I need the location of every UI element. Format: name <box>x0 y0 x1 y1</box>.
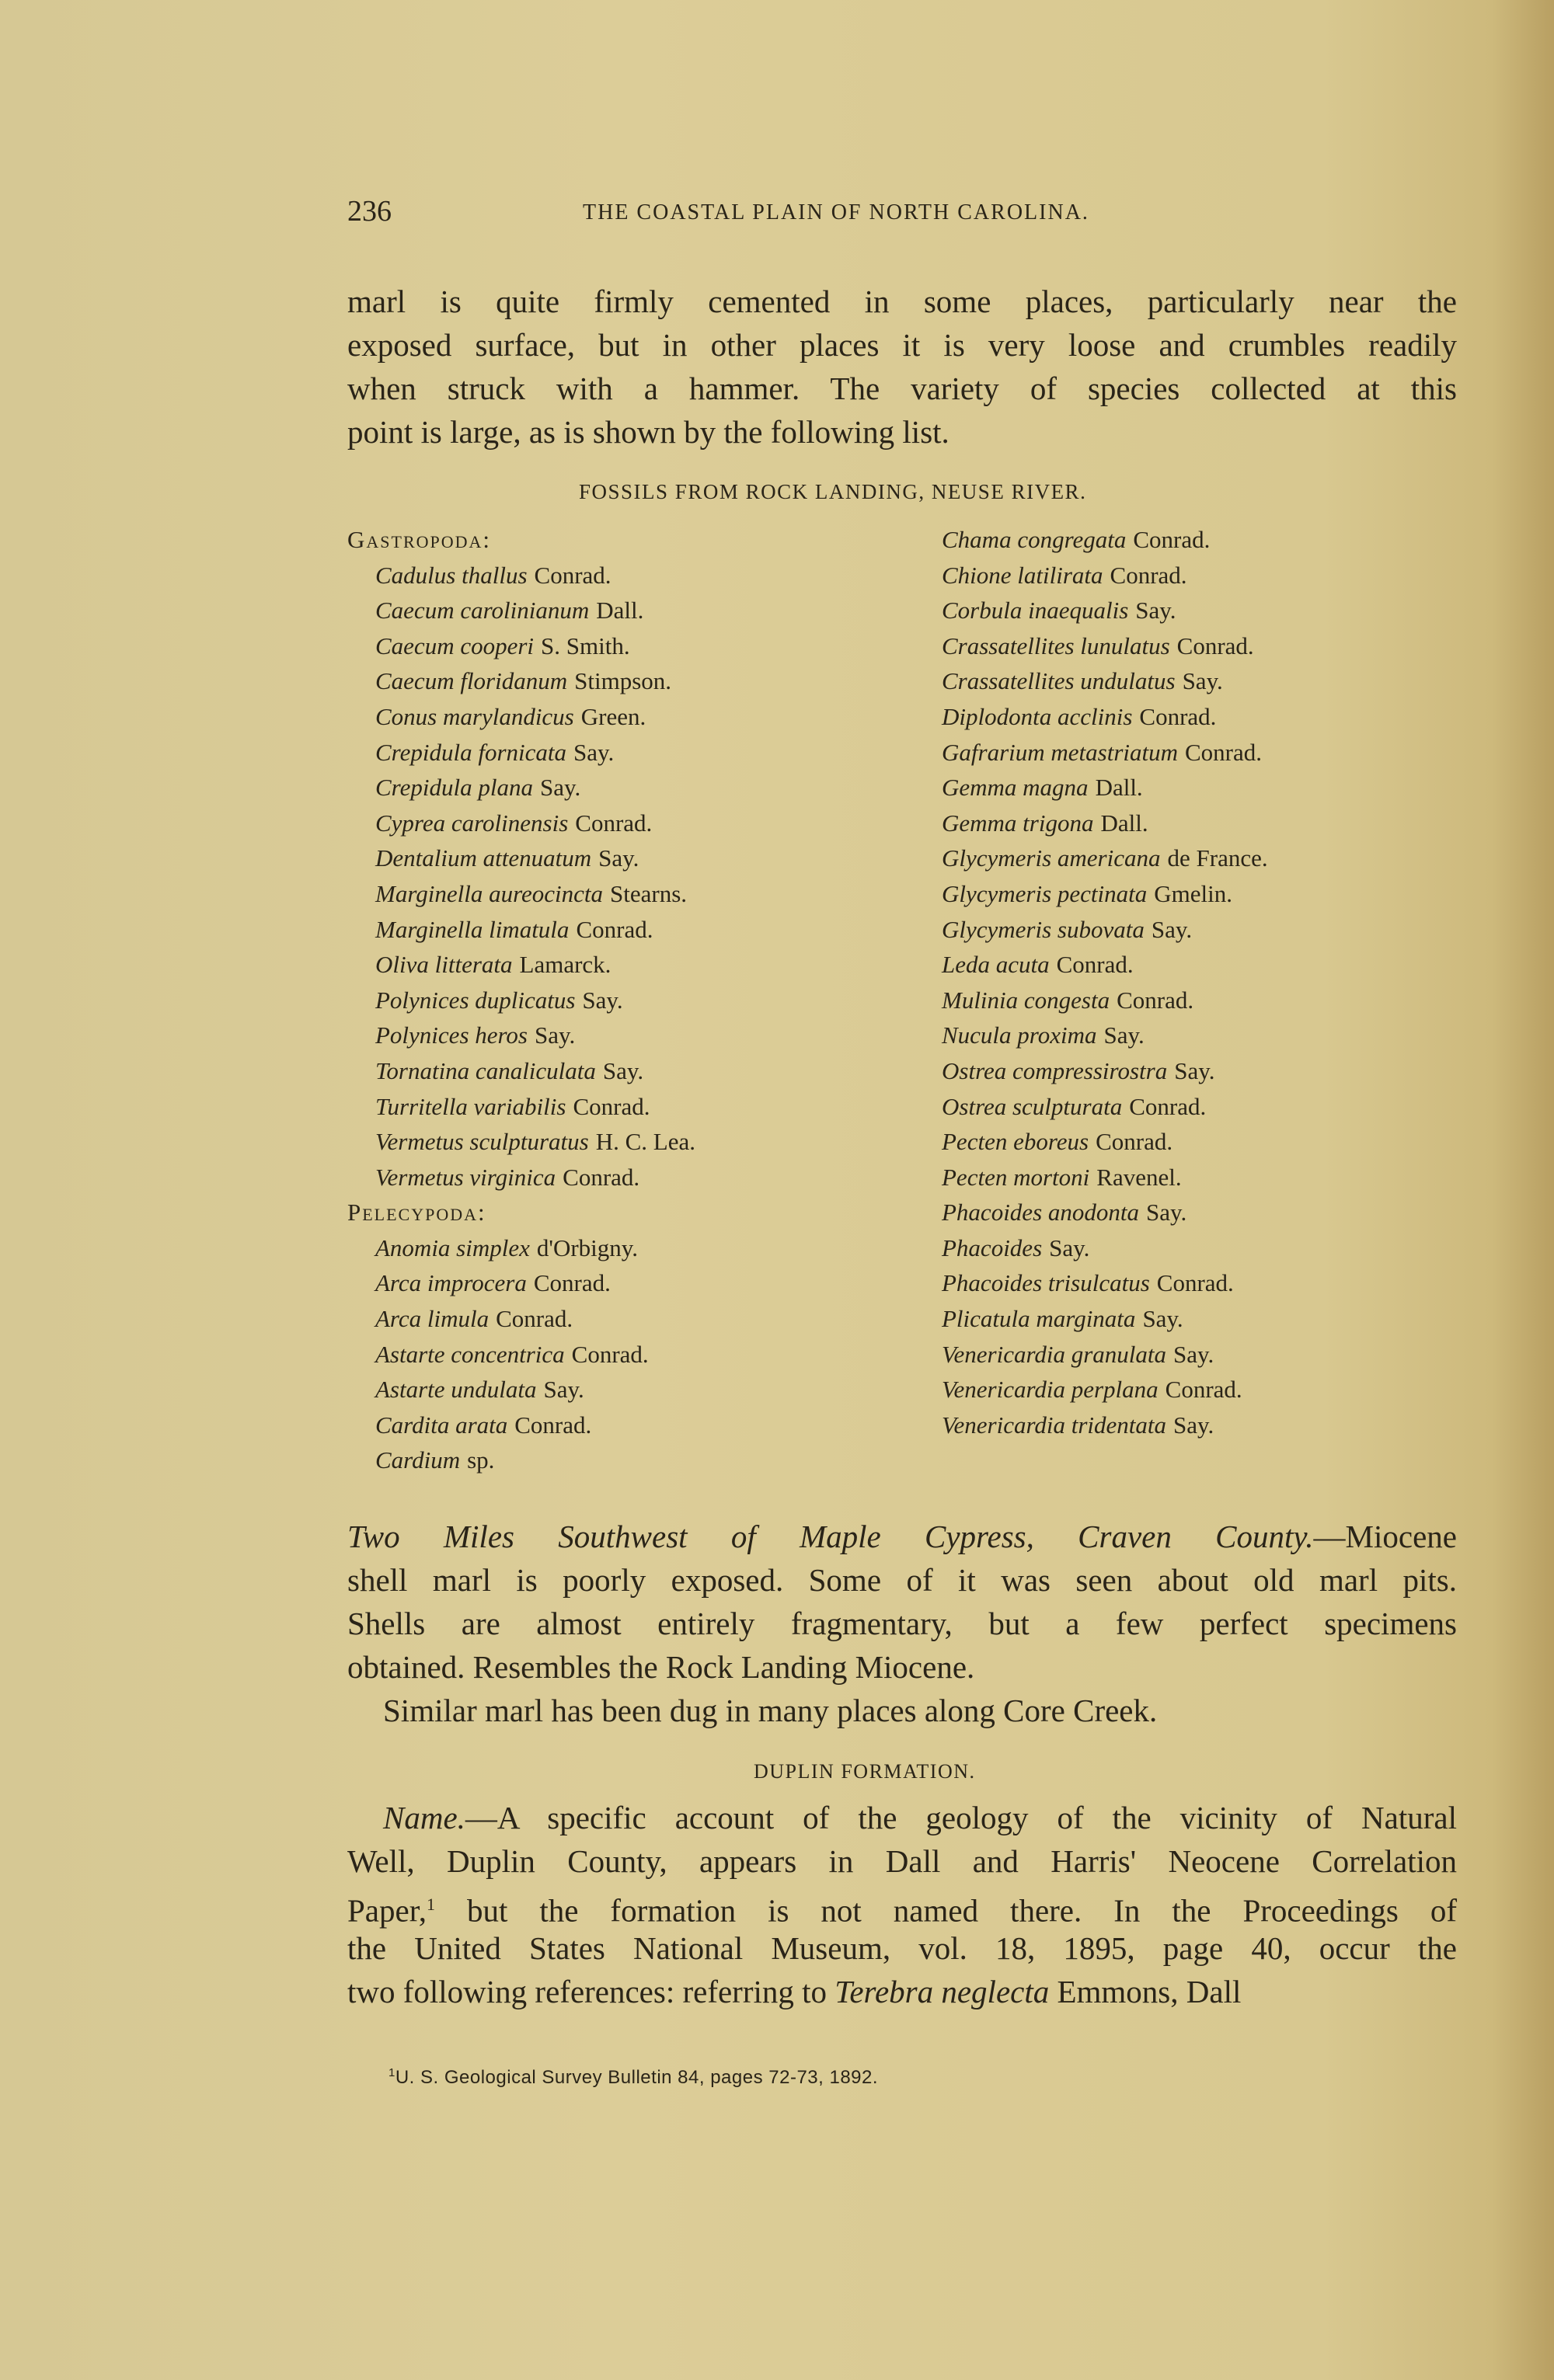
list-item <box>942 1053 1268 1089</box>
list-item <box>347 1407 695 1443</box>
text-line: marl is quite firmly cemented in some places, particularly near the <box>347 284 1457 319</box>
list-item <box>942 593 1268 628</box>
list-item <box>347 1160 695 1195</box>
species-author: Say. <box>535 1021 576 1049</box>
list-item <box>347 912 695 948</box>
text-line: shell marl is poorly exposed. Some of it was seen about old marl pits. <box>347 1562 1457 1598</box>
text-line: Shells are almost entirely fragmentary, but a few perfect specimens <box>347 1606 1457 1641</box>
list-item <box>347 770 695 806</box>
species-name: Astarte undulata <box>375 1376 537 1404</box>
species-author: Conrad. <box>534 561 611 589</box>
species-name: Oliva litterata <box>375 951 513 979</box>
species-author: Say. <box>598 844 639 872</box>
list-item <box>347 1230 695 1266</box>
species-author: Conrad. <box>1156 1269 1234 1297</box>
species-author: Conrad. <box>571 1340 649 1368</box>
footnote-text: U. S. Geological Survey Bulletin 84, pages 72-73, 1892. <box>395 2067 879 2088</box>
species-author: Green. <box>580 702 646 730</box>
list-item <box>942 983 1268 1018</box>
species-author: Stearns. <box>610 879 688 907</box>
species-name: Glycymeris subovata <box>942 915 1145 943</box>
list-item <box>347 1442 695 1478</box>
list-item <box>942 1407 1268 1443</box>
species-name: Caecum carolinianum <box>375 597 590 625</box>
species-name: Phacoides anodonta <box>942 1199 1139 1227</box>
list-item <box>942 1160 1268 1195</box>
species-author: Conrad. <box>1133 526 1211 553</box>
species-name: Corbula inaequalis <box>942 597 1129 625</box>
species-name: Conus marylandicus <box>375 702 574 730</box>
species-name: Arca improcera <box>375 1269 527 1297</box>
species-author: Say. <box>1146 1199 1187 1227</box>
text: —A specific account of the geology of the vicinity of Natural <box>465 1800 1457 1835</box>
species-name: Gafrarium metastriatum <box>942 738 1178 766</box>
species-author: Conrad. <box>1176 632 1254 659</box>
list-item <box>942 912 1268 948</box>
species-author: Conrad. <box>573 1092 650 1120</box>
list-item <box>942 947 1268 983</box>
species-author: Dall. <box>596 597 644 625</box>
list-item <box>347 1301 695 1337</box>
list-item <box>347 947 695 983</box>
list-item <box>942 1301 1268 1337</box>
taxon-group-heading: Gastropoda: <box>347 526 492 553</box>
species-author: Conrad. <box>1117 986 1194 1014</box>
species-name: Vermetus sculpturatus <box>375 1128 589 1156</box>
species-name: Turritella variabilis <box>375 1092 566 1120</box>
species-author: S. Smith. <box>541 632 630 659</box>
species-name: Astarte concentrica <box>375 1340 565 1368</box>
footnote-ref[interactable]: 1 <box>426 1895 435 1914</box>
list-item <box>347 1089 695 1125</box>
text-line: point is large, as is shown by the following list. <box>347 414 949 450</box>
list-item <box>347 840 695 876</box>
species-name: Arca limula <box>375 1305 490 1333</box>
species-name: Pecten mortoni <box>942 1163 1090 1191</box>
species-name: Leda acuta <box>942 951 1050 979</box>
species-name: Cardita arata <box>375 1411 508 1439</box>
species-name: Marginella limatula <box>375 915 570 943</box>
text: but the formation is not named there. In the Proceedings of <box>434 1892 1457 1929</box>
text-line: exposed surface, but in other places it is very loose and crumbles readily <box>347 327 1457 363</box>
species-author: Say. <box>1135 597 1176 625</box>
list-item <box>347 1337 695 1373</box>
species-author: Say. <box>1173 1340 1214 1368</box>
species-author: Conrad. <box>1056 951 1134 979</box>
species-name: Ostrea compressirostra <box>942 1056 1168 1084</box>
list-item <box>942 1124 1268 1160</box>
species-name: Crepidula plana <box>375 774 533 802</box>
species-name: Plicatula marginata <box>942 1305 1136 1333</box>
species-name: Caecum floridanum <box>375 667 568 695</box>
species-author: sp. <box>467 1446 495 1474</box>
list-item <box>942 806 1268 841</box>
text-line: Similar marl has been dug in many places along Core Creek. <box>383 1693 1158 1728</box>
species-name: Crassatellites undulatus <box>942 667 1176 695</box>
species-name: Pecten eboreus <box>942 1128 1089 1156</box>
running-title: THE COASTAL PLAIN OF NORTH CAROLINA. <box>583 200 1089 224</box>
list-item <box>347 699 695 735</box>
text: Paper, <box>347 1892 427 1929</box>
species-author: Conrad. <box>563 1163 640 1191</box>
species-author: Say. <box>582 986 623 1014</box>
species-author: Say. <box>543 1376 584 1404</box>
species-author: Say. <box>539 774 581 802</box>
section-title: DUPLIN FORMATION. <box>754 1760 976 1783</box>
species-author: Conrad. <box>1129 1092 1207 1120</box>
species-name: Gemma trigona <box>942 809 1094 837</box>
list-item <box>942 522 1268 558</box>
list-item <box>942 1337 1268 1373</box>
fossil-list-right <box>942 522 1268 1442</box>
list-item <box>347 558 695 593</box>
species-author: Conrad. <box>1139 702 1217 730</box>
list-item <box>347 876 695 912</box>
species-author: Lamarck. <box>519 951 611 979</box>
species-author: Say. <box>1103 1021 1145 1049</box>
footnote-mark: 1 <box>388 2066 395 2079</box>
species-author: Dall. <box>1095 774 1143 802</box>
text-line: Well, Duplin County, appears in Dall and Harris' Neocene Correlation <box>347 1843 1457 1879</box>
name-label: Name. <box>383 1800 465 1835</box>
list-item <box>347 1265 695 1301</box>
text: two following references: referring to <box>347 1974 835 2009</box>
species-name: Chione latilirata <box>942 561 1103 589</box>
species-name: Diplodonta acclinis <box>942 702 1133 730</box>
footnote <box>388 2066 878 2089</box>
species-name: Phacoides trisulcatus <box>942 1269 1150 1297</box>
list-title: FOSSILS FROM ROCK LANDING, NEUSE RIVER. <box>579 480 1087 503</box>
species-name: Crassatellites lunulatus <box>942 632 1170 659</box>
species-name: Phacoides <box>942 1233 1043 1261</box>
species-name: Cardium <box>375 1446 461 1474</box>
species-author: Dall. <box>1100 809 1148 837</box>
species-name: Marginella aureocincta <box>375 879 604 907</box>
species-author: Say. <box>1049 1233 1090 1261</box>
species-author: Conrad. <box>1185 738 1263 766</box>
species-name: Dentalium attenuatum <box>375 844 592 872</box>
species-name: Chama congregata <box>942 526 1127 553</box>
species-name: Venericardia granulata <box>942 1340 1167 1368</box>
list-item <box>942 1195 1268 1230</box>
list-item <box>347 1018 695 1053</box>
species-name: Venericardia perplana <box>942 1376 1159 1404</box>
taxon-group-heading: Pelecypoda: <box>347 1199 486 1227</box>
species-author: Say. <box>1151 915 1193 943</box>
list-item <box>347 1053 695 1089</box>
species-author: Conrad. <box>1165 1376 1242 1404</box>
list-item <box>942 876 1268 912</box>
species-name: Anomia simplex <box>375 1233 530 1261</box>
species-author: H. C. Lea. <box>595 1128 695 1156</box>
list-item <box>347 735 695 771</box>
list-item <box>942 628 1268 664</box>
locality-heading: Two Miles Southwest of Maple Cypress, Craven County. <box>347 1519 1314 1554</box>
species-author: Conrad. <box>575 809 653 837</box>
species-author: Conrad. <box>1110 561 1187 589</box>
species-name: Nucula proxima <box>942 1021 1097 1049</box>
species-name: Glycymeris americana <box>942 844 1161 872</box>
species-author: d'Orbigny. <box>536 1233 639 1261</box>
text: Emmons, Dall <box>1049 1974 1242 2009</box>
species-name: Mulinia congesta <box>942 986 1110 1014</box>
text-line: the United States National Museum, vol. 18, 1895, page 40, occur the <box>347 1930 1457 1966</box>
species-name: Gemma magna <box>942 774 1089 802</box>
list-item <box>942 699 1268 735</box>
species-name: Terebra neglecta <box>834 1974 1050 2009</box>
species-author: Ravenel. <box>1096 1163 1182 1191</box>
species-author: Say. <box>573 738 615 766</box>
species-author: Conrad. <box>514 1411 592 1439</box>
species-author: Stimpson. <box>574 667 672 695</box>
list-item <box>942 558 1268 593</box>
list-item <box>347 806 695 841</box>
species-name: Venericardia tridentata <box>942 1411 1167 1439</box>
species-name: Vermetus virginica <box>375 1163 556 1191</box>
list-item <box>347 628 695 664</box>
list-item <box>347 663 695 699</box>
page-number: 236 <box>347 195 392 228</box>
list-item <box>942 1372 1268 1407</box>
list-item <box>942 663 1268 699</box>
species-author: Conrad. <box>1096 1128 1173 1156</box>
species-name: Crepidula fornicata <box>375 738 566 766</box>
text: —Miocene <box>1313 1519 1457 1554</box>
list-item <box>942 1089 1268 1125</box>
list-item <box>347 1124 695 1160</box>
species-name: Tornatina canaliculata <box>375 1056 596 1084</box>
species-author: Say. <box>1182 667 1223 695</box>
fossil-list-left <box>347 522 695 1478</box>
species-author: Say. <box>1173 1411 1214 1439</box>
list-item <box>347 983 695 1018</box>
list-item <box>942 1018 1268 1053</box>
species-name: Polynices heros <box>375 1021 528 1049</box>
species-name: Glycymeris pectinata <box>942 879 1148 907</box>
species-name: Cyprea carolinensis <box>375 809 569 837</box>
text-line: obtained. Resembles the Rock Landing Miocene. <box>347 1649 975 1685</box>
text-line: when struck with a hammer. The variety of species collected at this <box>347 371 1457 406</box>
species-author: Say. <box>1142 1305 1183 1333</box>
species-author: Gmelin. <box>1154 879 1233 907</box>
list-item <box>942 1230 1268 1266</box>
list-item <box>347 593 695 628</box>
species-author: Conrad. <box>576 915 653 943</box>
species-author: de France. <box>1167 844 1268 872</box>
species-name: Ostrea sculpturata <box>942 1092 1123 1120</box>
list-item <box>942 770 1268 806</box>
species-author: Conrad. <box>496 1305 573 1333</box>
species-author: Say. <box>602 1056 644 1084</box>
list-item <box>942 840 1268 876</box>
list-item <box>347 1372 695 1407</box>
species-author: Conrad. <box>533 1269 611 1297</box>
list-item <box>942 735 1268 771</box>
species-name: Cadulus thallus <box>375 561 528 589</box>
species-author: Say. <box>1174 1056 1215 1084</box>
species-name: Polynices duplicatus <box>375 986 576 1014</box>
list-item <box>942 1265 1268 1301</box>
species-name: Caecum cooperi <box>375 632 535 659</box>
